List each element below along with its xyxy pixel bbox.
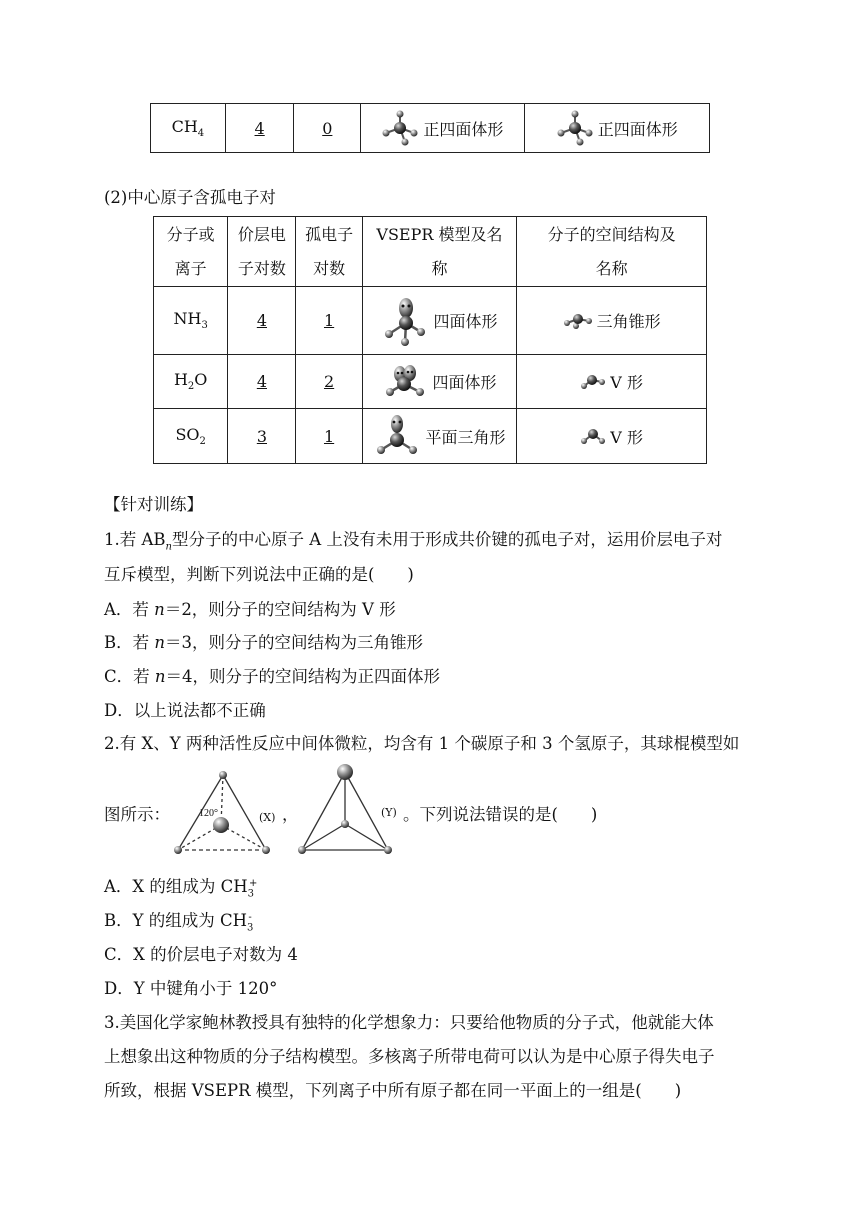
valence-pairs-cell	[228, 409, 296, 464]
option-text: ＝4，则分子的空间结构为正四面体形	[165, 667, 441, 686]
option-text: B．若	[104, 633, 155, 652]
table-row	[154, 409, 707, 464]
question-2-option-c[interactable]	[104, 941, 298, 965]
variable-n: n	[154, 600, 165, 619]
option-text: C．X 的价层电子对数为 4	[104, 945, 298, 964]
header-text: 分子或	[166, 224, 215, 244]
vsepr-cell	[361, 104, 524, 153]
header-text: 称	[431, 258, 448, 278]
option-text: C．若	[104, 667, 155, 686]
valence-pairs-value: 3	[256, 426, 267, 446]
question-3-line-1: 3.美国化学家鲍林教授具有独特的化学想象力：只要给他物质的分子式，他就能大体	[104, 1013, 714, 1032]
question-2-option-d[interactable]	[104, 975, 277, 999]
superscript: +	[249, 877, 258, 889]
species-subscript: 3	[201, 320, 208, 332]
tetrahedral-model-icon	[381, 109, 419, 147]
shape-cell	[517, 355, 707, 409]
label-y: (Y)	[381, 806, 397, 819]
valence-pairs-cell	[225, 104, 294, 153]
vsepr-cell	[362, 409, 517, 464]
label-x: (X)	[259, 811, 276, 824]
shape-cell	[524, 104, 709, 153]
option-text: A．X 的组成为 CH	[104, 877, 248, 896]
header-text: 价层电	[237, 224, 286, 244]
angle-label: 120°	[199, 808, 218, 819]
tetrahedral-lone-pair-model-icon	[381, 296, 429, 346]
trigonal-planar-lone-pair-model-icon	[373, 414, 421, 458]
question-2-line-1: 2.有 X、Y 两种活性反应中间体微粒，均含有 1 个碳原子和 3 个氢原子，其球棍模型如	[104, 734, 740, 753]
species-subscript: 4	[197, 128, 205, 140]
option-text: D．以上说法都不正确	[104, 701, 266, 720]
question-2-option-b[interactable]	[104, 907, 252, 933]
shape-name: V 形	[610, 373, 643, 392]
header-shape	[517, 217, 707, 287]
header-text: VSEPR 模型及名	[376, 224, 503, 244]
header-valence-pairs	[228, 217, 296, 287]
valence-pairs-cell	[228, 287, 296, 355]
lone-pair-table	[153, 216, 707, 464]
ch4-table	[150, 103, 710, 153]
shape-name: 三角锥形	[596, 312, 661, 331]
subscript: 3	[247, 922, 254, 934]
variable-n: n	[154, 633, 166, 652]
valence-pairs-value: 4	[256, 311, 267, 330]
question-1-line-1	[104, 526, 722, 552]
species-subscript: 2	[187, 381, 195, 393]
lone-pairs-value: 1	[323, 426, 335, 446]
header-lone-pairs	[296, 217, 362, 287]
species-cell	[154, 355, 228, 409]
vsepr-name: 正四面体形	[423, 119, 504, 139]
vsepr-name: 四面体形	[432, 373, 497, 392]
species-cell	[154, 409, 228, 464]
variable-n: n	[165, 541, 172, 553]
vsepr-name: 四面体形	[433, 312, 498, 331]
comma: ，	[282, 805, 299, 824]
shape-cell	[517, 287, 707, 355]
lone-pairs-cell	[296, 287, 362, 355]
question-2-option-a[interactable]	[104, 873, 257, 899]
vsepr-cell	[362, 355, 517, 409]
subscript: 3	[247, 888, 255, 900]
question-1-line-2: 互斥模型，判断下列说法中正确的是( )	[104, 565, 414, 584]
header-species	[154, 217, 228, 287]
lone-pairs-value: 1	[323, 311, 335, 330]
training-heading: 【针对训练】	[104, 495, 203, 514]
lone-pairs-value: 0	[322, 118, 333, 138]
question-1-option-d[interactable]	[104, 697, 266, 721]
shape-cell	[517, 409, 707, 464]
species-text: SO	[175, 424, 200, 444]
option-text: ＝3，则分子的空间结构为三角锥形	[165, 633, 424, 652]
section-heading: (2)中心原子含孤电子对	[104, 188, 276, 207]
variable-n: n	[154, 667, 166, 686]
option-text: D．Y 中键角小于 120°	[104, 979, 278, 998]
species-subscript: 2	[199, 436, 206, 448]
superscript: -	[248, 911, 252, 923]
species-text: H	[173, 370, 188, 390]
shape-name: V 形	[610, 427, 643, 447]
header-text: 名称	[595, 258, 628, 278]
lone-pairs-value: 2	[323, 372, 335, 391]
header-text: 子对数	[237, 258, 286, 278]
species-text: NH	[173, 309, 202, 329]
option-text: ＝2，则分子的空间结构为 V 形	[164, 600, 396, 619]
table-header-row	[154, 217, 707, 287]
bent-model-icon	[580, 427, 606, 445]
question-2-figure-prefix: 图所示：	[104, 805, 170, 824]
lone-pairs-cell	[296, 409, 362, 464]
tetrahedral-two-lone-pairs-model-icon	[382, 364, 428, 400]
question-text: 型分子的中心原子 A 上没有未用于形成共价键的孤电子对，运用价层电子对	[171, 530, 723, 549]
question-3-line-2: 上想象出这种物质的分子结构模型。多核离子所带电荷可以认为是中心原子得失电子	[104, 1047, 715, 1066]
lone-pairs-cell	[296, 355, 362, 409]
header-text: 对数	[313, 258, 346, 278]
option-text: A．若	[104, 600, 155, 619]
species-cell	[154, 287, 228, 355]
header-text: 孤电子	[305, 224, 354, 244]
table-row	[151, 104, 710, 153]
species-text: CH	[171, 116, 198, 136]
trigonal-pyramidal-model-icon	[563, 311, 593, 331]
header-text: 分子的空间结构及	[547, 224, 676, 244]
vsepr-cell	[362, 287, 517, 355]
vsepr-name: 平面三角形	[425, 427, 506, 447]
question-1-option-a[interactable]	[104, 596, 396, 620]
question-text: 1.若 AB	[104, 530, 166, 549]
header-vsepr	[362, 217, 517, 287]
header-text: 离子	[174, 258, 207, 278]
table-row	[154, 287, 707, 355]
tetrahedral-model-icon	[556, 109, 594, 147]
option-text: B．Y 的组成为 CH	[104, 911, 248, 930]
species-text: O	[194, 370, 208, 390]
bent-model-icon	[580, 373, 606, 391]
lone-pairs-cell	[294, 104, 361, 153]
question-2-figure-suffix: 。下列说法错误的是( )	[403, 805, 598, 824]
valence-pairs-value: 4	[256, 372, 267, 391]
shape-name: 正四面体形	[597, 119, 678, 139]
valence-pairs-cell	[228, 355, 296, 409]
species-cell	[151, 104, 226, 153]
question-3-line-3: 所致，根据 VSEPR 模型，下列离子中所有原子都在同一平面上的一组是( )	[104, 1081, 682, 1100]
question-1-option-c[interactable]	[104, 663, 440, 687]
valence-pairs-value: 4	[254, 118, 265, 138]
table-row	[154, 355, 707, 409]
question-1-option-b[interactable]	[104, 629, 423, 653]
